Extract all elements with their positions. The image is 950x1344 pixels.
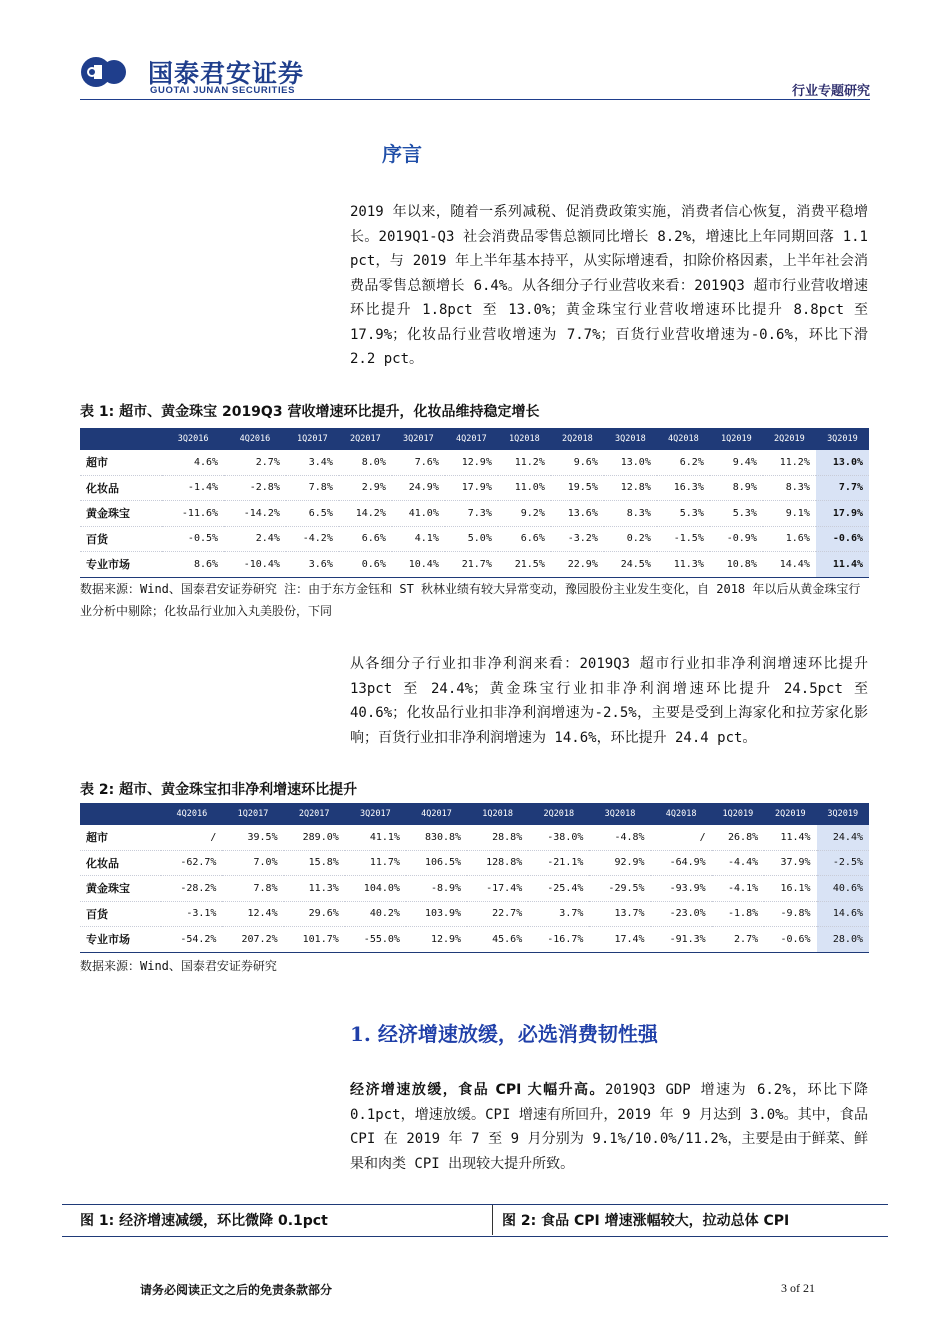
footer-disclaimer: 请务必阅读正文之后的免责条款部分 xyxy=(140,1283,333,1297)
preface-paragraph-2: 从各细分子行业扣非净利润来看：2019Q3 超市行业扣非净利润增速环比提升 13pct 至 24.4%；黄金珠宝行业扣非净利润增速环比提升 24.5pct 至 40.6%；化妆品行业扣非净利润增速为-2.5%，主要是受到上海家化和拉芳家化影响；百货行业扣非净利润增速为 14.6%，环比提升 24.4 pct。 xyxy=(350,656,868,746)
section1-text: 2019Q3 GDP 增速为 6.2%，环比下降 0.1pct，增速放缓。CPI 增速有所回升，2019 年 9 月达到 3.0%。其中，食品 CPI 在 2019 年 7 至 9 月分别为 9.1%/10.0%/11.2%，主要是由于鲜菜、鲜果和肉类 CPI 出现较大提升所致。 xyxy=(350,1082,868,1172)
column-header: 3Q2017 xyxy=(403,434,434,444)
row-label: 专业市场 xyxy=(86,558,130,572)
row-label: 超市 xyxy=(86,456,108,470)
table-cell: 11.3% xyxy=(673,558,704,570)
row-label: 黄金珠宝 xyxy=(86,882,130,896)
table-cell: -1.8% xyxy=(728,908,759,920)
table-cell: 9.6% xyxy=(573,456,598,468)
table-cell: 11.4% xyxy=(816,552,869,578)
preface-title: 序言 xyxy=(382,142,422,166)
table-cell: 11.3% xyxy=(308,882,339,894)
figure-bottom-rule xyxy=(62,1236,888,1237)
column-header: 4Q2016 xyxy=(176,809,208,819)
table-cell: 28.0% xyxy=(817,927,869,953)
table-cell: 2.4% xyxy=(255,533,280,545)
column-header: 3Q2018 xyxy=(615,434,646,444)
table-cell: 45.6% xyxy=(492,933,523,945)
table-cell: 6.6% xyxy=(361,533,386,545)
table-cell: -64.9% xyxy=(669,857,706,869)
table1-title: 表 1: 超市、黄金珠宝 2019Q3 营收增速环比提升，化妆品维持稳定增长 xyxy=(80,404,540,420)
column-header: 1Q2019 xyxy=(721,434,752,444)
table-cell: 11.7% xyxy=(369,857,400,869)
table-cell: 41.1% xyxy=(369,831,400,843)
table-cell: 13.0% xyxy=(620,456,651,468)
row-label: 百货 xyxy=(86,907,108,921)
table-cell: 21.7% xyxy=(461,558,492,570)
table-cell: 7.6% xyxy=(414,456,439,468)
table-cell: 39.5% xyxy=(247,831,278,843)
table-cell: 12.9% xyxy=(430,933,462,945)
table-cell: 830.8% xyxy=(424,831,462,843)
table-cell: 5.0% xyxy=(467,533,492,545)
table-cell: -54.2% xyxy=(180,933,217,945)
figure-divider xyxy=(492,1205,493,1235)
table2-title: 表 2: 超市、黄金珠宝扣非净利增速环比提升 xyxy=(80,782,358,798)
table-cell: -3.2% xyxy=(567,533,598,545)
table-cell: 8.0% xyxy=(361,456,386,468)
table-cell: 2.7% xyxy=(734,933,759,945)
table-cell: 13.6% xyxy=(567,507,598,519)
column-header: 3Q2018 xyxy=(604,809,636,819)
table-cell: 11.2% xyxy=(779,456,810,468)
section1-lead: 经济增速放缓，食品 CPI 大幅升高。 xyxy=(350,1082,605,1098)
table-cell: 6.5% xyxy=(308,507,333,519)
table-row xyxy=(80,450,869,475)
column-header: 1Q2018 xyxy=(482,809,514,819)
column-header: 4Q2016 xyxy=(239,434,271,444)
column-header xyxy=(80,428,162,450)
table-cell: 15.8% xyxy=(308,857,339,869)
header-divider xyxy=(80,99,870,100)
table-cell: 22.7% xyxy=(492,908,523,920)
table-cell: 2.7% xyxy=(255,456,280,468)
table-cell: -93.9% xyxy=(669,882,706,894)
company-name-en: GUOTAI JUNAN SECURITIES xyxy=(150,85,296,96)
column-header: 1Q2017 xyxy=(237,809,269,819)
section1-paragraph xyxy=(350,1078,868,1176)
table-cell: -11.6% xyxy=(181,507,219,519)
table-row xyxy=(80,927,869,953)
table-cell: 9.4% xyxy=(732,456,757,468)
table-cell: 8.9% xyxy=(732,482,757,494)
table2-header-row xyxy=(80,803,869,825)
column-header: 4Q2018 xyxy=(665,809,697,819)
table-row xyxy=(80,501,869,527)
column-header: 1Q2017 xyxy=(297,434,328,444)
table-cell: 7.3% xyxy=(467,507,492,519)
table-cell: 5.3% xyxy=(732,507,757,519)
table-row xyxy=(80,526,869,552)
table-cell: 14.2% xyxy=(355,507,386,519)
table-cell: 9.2% xyxy=(520,507,545,519)
table-cell: 13.7% xyxy=(614,908,645,920)
column-header: 4Q2017 xyxy=(456,434,487,444)
table-cell: 40.2% xyxy=(369,908,400,920)
company-logo-icon xyxy=(80,56,136,88)
table-row xyxy=(80,475,869,501)
column-header: 3Q2017 xyxy=(359,809,391,819)
column-header: 2Q2017 xyxy=(350,434,381,444)
table-cell: -10.4% xyxy=(243,558,280,570)
table-cell: 21.5% xyxy=(514,558,545,570)
column-header: 4Q2017 xyxy=(421,809,452,819)
table-cell: 13.0% xyxy=(816,450,869,475)
table-cell: 17.9% xyxy=(816,501,869,527)
table-cell: 24.5% xyxy=(620,558,651,570)
table-cell: 17.9% xyxy=(461,482,492,494)
table-row xyxy=(80,850,869,876)
table-cell: 10.8% xyxy=(726,558,757,570)
table-cell: -2.5% xyxy=(817,850,869,876)
table-cell: 6.2% xyxy=(679,456,704,468)
table-cell: 2.9% xyxy=(361,482,386,494)
table2 xyxy=(80,803,869,953)
table-cell: 106.5% xyxy=(424,857,462,869)
table-cell: 101.7% xyxy=(302,933,339,945)
table-cell: 26.8% xyxy=(728,831,759,843)
table-cell: -3.1% xyxy=(186,908,217,920)
row-label: 黄金珠宝 xyxy=(86,507,130,521)
row-label: 超市 xyxy=(86,831,108,845)
table-cell: 40.6% xyxy=(817,876,869,902)
preface-paragraph-1: 2019 年以来，随着一系列减税、促消费政策实施，消费者信心恢复，消费平稳增长。2019Q1-Q3 社会消费品零售总额同比增长 8.2%，增速比上年同期回落 1.1 pct，与 2019 年上半年基本持平，从实际增速看，扣除价格因素，上半年社会消费品零售总额增长 6.4%。从各细分子行业营收来看：2019Q3 超市行业营收增速环比提升 1.8pct 至 13.0%；黄金珠宝行业营收增速环比提升 8.8pct 至 17.9%；化妆品行业营收增速为 7.7%；百货行业营收增速为-0.6%，环比下滑 2.2 pct。 xyxy=(350,204,868,367)
table-cell: 24.9% xyxy=(408,482,439,494)
figure2-title: 图 2: 食品 CPI 增速涨幅较大，拉动总体 CPI xyxy=(502,1213,790,1229)
table-cell: / xyxy=(699,831,706,843)
table-cell: 29.6% xyxy=(308,908,339,920)
table-cell: -0.6% xyxy=(780,933,811,945)
table-row xyxy=(80,876,869,902)
table-cell: -28.2% xyxy=(180,882,217,894)
table-cell: 12.9% xyxy=(461,456,492,468)
table-cell: -14.2% xyxy=(243,507,280,519)
table-cell: 0.2% xyxy=(626,533,651,545)
table-cell: 128.8% xyxy=(486,857,523,869)
table-cell: 17.4% xyxy=(614,933,645,945)
table-cell: -21.1% xyxy=(547,857,584,869)
table-cell: -9.8% xyxy=(780,908,811,920)
table-cell: 24.4% xyxy=(817,825,869,850)
table-cell: 4.1% xyxy=(414,533,439,545)
table-cell: 12.4% xyxy=(247,908,278,920)
table-cell: 19.5% xyxy=(567,482,598,494)
table-cell: 14.4% xyxy=(779,558,810,570)
column-header: 3Q2016 xyxy=(177,434,209,444)
table-cell: 37.9% xyxy=(780,857,811,869)
table-cell: -8.9% xyxy=(430,882,462,894)
table-cell: -0.9% xyxy=(726,533,757,545)
table-cell: 104.0% xyxy=(363,882,400,894)
row-label: 专业市场 xyxy=(86,933,130,947)
table-row xyxy=(80,901,869,927)
table-cell: -23.0% xyxy=(669,908,706,920)
table-cell: -4.2% xyxy=(302,533,333,545)
table-row xyxy=(80,825,869,850)
table-cell: 8.6% xyxy=(193,558,219,570)
table1-note: 数据来源：Wind、国泰君安证券研究 注：由于东方金钰和 ST 秋林业绩有较大异常变动，豫园股份主业发生变化，自 2018 年以后从黄金珠宝行业分析中剔除；化妆品行业加入丸美股份，下同 xyxy=(80,582,861,618)
row-label: 化妆品 xyxy=(86,856,119,870)
table-cell: 16.3% xyxy=(673,482,704,494)
table-cell: -0.5% xyxy=(187,533,219,545)
table-cell: -4.4% xyxy=(728,857,759,869)
table-cell: 3.7% xyxy=(559,908,584,920)
table-cell: -1.5% xyxy=(673,533,704,545)
table-cell: 11.0% xyxy=(514,482,545,494)
table-cell: 7.8% xyxy=(253,882,278,894)
column-header: 4Q2018 xyxy=(668,434,699,444)
row-label: 化妆品 xyxy=(86,481,119,495)
column-header: 2Q2019 xyxy=(774,809,806,819)
table-cell: -4.8% xyxy=(614,831,645,843)
report-category: 行业专题研究 xyxy=(791,84,870,99)
table2-note: 数据来源：Wind、国泰君安证券研究 xyxy=(80,959,277,973)
column-header: 2Q2017 xyxy=(298,809,330,819)
table-cell: -55.0% xyxy=(363,933,400,945)
section1-heading: 1. 经济增速放缓，必选消费韧性强 xyxy=(350,1022,658,1046)
table-cell: -62.7% xyxy=(180,857,217,869)
column-header: 1Q2019 xyxy=(722,809,754,819)
table-cell: 5.3% xyxy=(679,507,704,519)
table-cell: -0.6% xyxy=(816,526,869,552)
table1-header-row xyxy=(80,428,869,450)
column-header: 2Q2018 xyxy=(543,809,575,819)
table-cell: 7.0% xyxy=(253,857,278,869)
row-label: 百货 xyxy=(86,532,108,546)
table-cell: -2.8% xyxy=(249,482,280,494)
table-cell: 16.1% xyxy=(780,882,811,894)
figure1-title: 图 1: 经济增速减缓，环比微降 0.1pct xyxy=(80,1213,328,1229)
column-header: 3Q2019 xyxy=(827,434,858,444)
company-name-cn: 国泰君安证券 xyxy=(148,59,305,88)
table-row xyxy=(80,552,869,578)
table-cell: 1.6% xyxy=(785,533,810,545)
table-cell: 6.6% xyxy=(520,533,545,545)
table-cell: 14.6% xyxy=(817,901,869,927)
table-cell: 8.3% xyxy=(626,507,651,519)
table-cell: 103.9% xyxy=(424,908,462,920)
table-cell: 92.9% xyxy=(614,857,645,869)
figure-top-rule xyxy=(62,1204,888,1205)
table-cell: 7.8% xyxy=(308,482,333,494)
table-cell: 11.4% xyxy=(780,831,811,843)
column-header xyxy=(80,803,161,825)
table-cell: 22.9% xyxy=(567,558,598,570)
table-cell: -17.4% xyxy=(486,882,523,894)
table-cell: 4.6% xyxy=(193,456,219,468)
table-cell: -4.1% xyxy=(728,882,759,894)
table-cell: 10.4% xyxy=(408,558,439,570)
table-cell: -25.4% xyxy=(547,882,584,894)
table-cell: -38.0% xyxy=(547,831,584,843)
table-cell: 7.7% xyxy=(816,475,869,501)
table-cell: 12.8% xyxy=(620,482,651,494)
table-cell: 0.6% xyxy=(361,558,386,570)
table-cell: 3.6% xyxy=(308,558,333,570)
table-cell: 28.8% xyxy=(492,831,523,843)
table-cell: 207.2% xyxy=(241,933,278,945)
column-header: 2Q2019 xyxy=(774,434,805,444)
table-cell: 3.4% xyxy=(308,456,333,468)
column-header: 3Q2019 xyxy=(827,809,859,819)
table-cell: 11.2% xyxy=(514,456,545,468)
table-cell: / xyxy=(210,831,217,843)
table-cell: -1.4% xyxy=(187,482,219,494)
table-cell: 8.3% xyxy=(785,482,810,494)
column-header: 2Q2018 xyxy=(562,434,593,444)
table-cell: -29.5% xyxy=(608,882,645,894)
table1 xyxy=(80,428,869,578)
table-cell: 9.1% xyxy=(785,507,810,519)
column-header: 1Q2018 xyxy=(509,434,540,444)
table-cell: -91.3% xyxy=(669,933,706,945)
page-number: 3 of 21 xyxy=(781,1281,815,1295)
table-cell: 41.0% xyxy=(408,507,439,519)
table-cell: 289.0% xyxy=(302,831,339,843)
table-cell: -16.7% xyxy=(547,933,584,945)
